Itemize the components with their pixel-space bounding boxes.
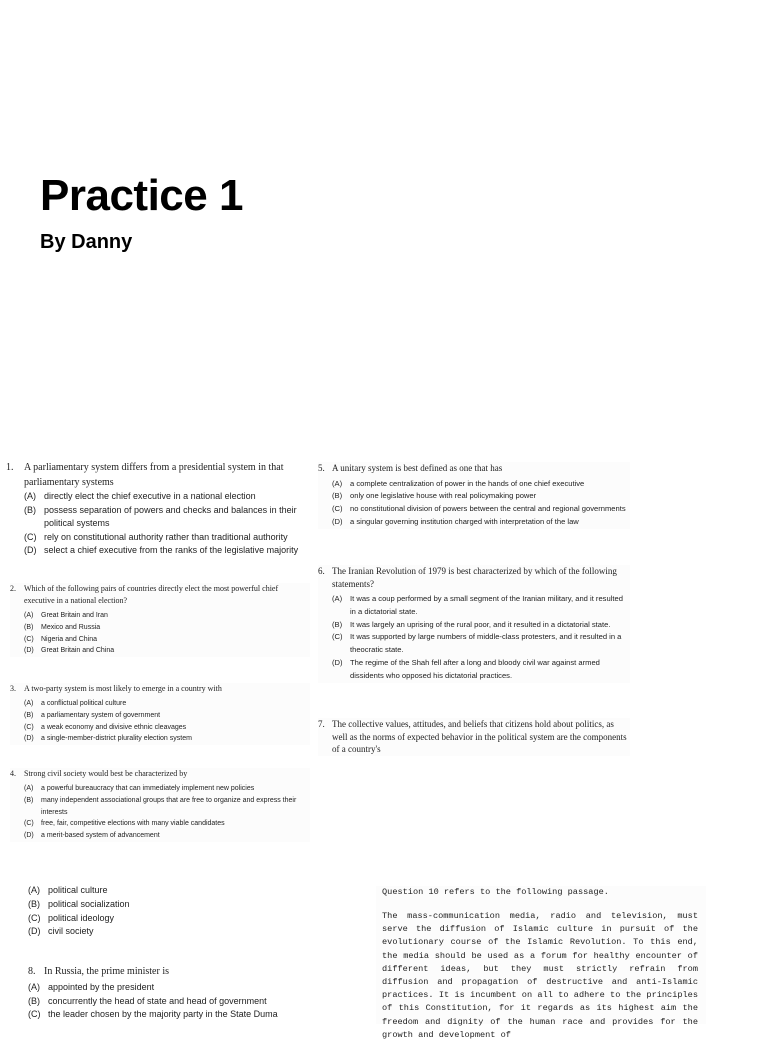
answer-options [10, 783, 310, 842]
option-letter: (A) [332, 594, 343, 603]
question-number: 5. [318, 463, 325, 473]
option-letter: (C) [24, 531, 37, 542]
answer-option [24, 710, 310, 722]
option-letter: (D) [24, 647, 34, 655]
question-6 [318, 565, 630, 683]
option-letter: (A) [24, 785, 34, 792]
answer-option [24, 830, 310, 842]
option-text: political culture [48, 885, 108, 895]
option-text: civil society [48, 926, 94, 937]
option-letter: (C) [332, 504, 343, 514]
option-letter: (D) [24, 832, 34, 840]
question-text: Strong civil society would best be characterized by [24, 769, 188, 778]
page-title: Practice 1 [40, 171, 243, 220]
option-text: free, fair, competitive elections with many viable candidates [41, 820, 225, 828]
answer-option [24, 531, 308, 545]
option-text: only one legislative house with real policymaking power [350, 491, 537, 501]
question-stem [318, 718, 630, 756]
question-text: A two-party system is most likely to emerge in a country with [24, 684, 222, 693]
option-letter: (D) [24, 545, 37, 555]
option-text: a powerful bureaucracy that can immediately implement new policies [41, 785, 255, 792]
option-letter: (B) [332, 491, 343, 501]
option-letter: (D) [28, 926, 41, 937]
option-letter: (C) [24, 820, 34, 828]
option-letter: (B) [24, 796, 34, 804]
option-letter: (D) [24, 735, 34, 743]
option-letter: (B) [24, 711, 34, 719]
option-text: no constitutional division of powers between the central and regional governments [350, 504, 626, 514]
answer-option [332, 631, 630, 657]
reading-passage [376, 886, 706, 1040]
answer-option [24, 544, 308, 558]
option-text: Great Britain and Iran [41, 612, 108, 619]
question-text: A unitary system is best defined as one that has [332, 463, 503, 473]
answer-option [24, 645, 310, 657]
option-text: select a chief executive from the ranks of the legislative majority [44, 545, 299, 555]
question-1 [6, 460, 308, 558]
question-text: A parliamentary system differs from a presidential system in that parliamentary systems [24, 462, 284, 488]
question-number: 2. [10, 584, 16, 593]
question-7-options [28, 884, 208, 939]
answer-option [332, 657, 630, 683]
option-text: Mexico and Russia [41, 623, 101, 631]
answer-option [24, 818, 310, 830]
page-author: By Danny [40, 231, 133, 253]
answer-option [28, 995, 318, 1009]
option-letter: (A) [28, 885, 40, 895]
option-letter: (B) [24, 504, 36, 515]
option-letter: (A) [24, 700, 34, 707]
answer-option [24, 795, 310, 819]
question-number: 4. [10, 769, 16, 778]
answer-option [28, 898, 208, 912]
option-text: a complete centralization of power in the hands of one chief executive [350, 478, 585, 488]
question-stem [318, 462, 630, 475]
answer-option [28, 981, 318, 995]
option-letter: (C) [24, 635, 34, 643]
answer-options [10, 698, 310, 745]
answer-options [10, 610, 310, 657]
question-stem [10, 768, 310, 780]
question-3 [10, 683, 310, 745]
option-letter: (D) [332, 516, 343, 526]
option-text: a conflictual political culture [41, 700, 127, 707]
answer-option [24, 698, 310, 710]
option-letter: (B) [28, 898, 40, 909]
answer-option [28, 925, 208, 939]
answer-options [28, 884, 208, 939]
option-letter: (A) [332, 478, 343, 488]
question-text: In Russia, the prime minister is [44, 966, 169, 977]
answer-option [332, 619, 630, 632]
question-stem [10, 683, 310, 695]
question-number: 3. [10, 684, 16, 693]
option-text: Great Britain and China [41, 647, 115, 655]
option-letter: (C) [332, 632, 343, 642]
answer-options [318, 593, 630, 683]
option-text: possess separation of powers and checks and balances in their political systems [44, 504, 297, 528]
option-letter: (B) [24, 623, 34, 631]
option-letter: (C) [24, 723, 34, 731]
question-stem [6, 460, 308, 490]
option-text: a merit-based system of advancement [41, 832, 160, 840]
option-letter: (B) [332, 619, 343, 629]
answer-option [28, 1008, 318, 1022]
answer-option [24, 733, 310, 745]
answer-option [24, 783, 310, 795]
answer-option [332, 478, 630, 491]
question-number: 1. [6, 462, 14, 473]
answer-option [24, 622, 310, 634]
question-stem [28, 965, 318, 979]
question-stem [318, 565, 630, 590]
option-text: It was supported by large numbers of middle-class protesters, and it resulted in a theocratic state. [350, 632, 622, 655]
answer-option [24, 504, 308, 531]
option-text: rely on constitutional authority rather than traditional authority [44, 531, 288, 542]
question-number: 7. [318, 719, 325, 729]
answer-option [332, 593, 630, 619]
option-text: concurrently the head of state and head of government [48, 995, 267, 1006]
answer-option [24, 490, 308, 504]
question-text: The collective values, attitudes, and beliefs that citizens hold about politics, as well as the norms of expected behavior in the political system are the components of a country's [332, 719, 627, 754]
option-text: a singular governing institution charged with interpretation of the law [350, 516, 579, 526]
option-letter: (D) [332, 657, 343, 667]
answer-option [24, 634, 310, 646]
question-4 [10, 768, 310, 842]
option-text: political socialization [48, 898, 130, 909]
answer-option [332, 516, 630, 529]
option-text: the leader chosen by the majority party in the State Duma [48, 1009, 278, 1019]
answer-options [318, 478, 630, 529]
question-5 [318, 462, 630, 529]
option-text: Nigeria and China [41, 635, 98, 643]
question-8 [28, 965, 318, 1022]
answer-option [28, 884, 208, 898]
answer-option [332, 490, 630, 503]
answer-option [24, 722, 310, 734]
option-letter: (C) [28, 1009, 41, 1019]
option-letter: (C) [28, 912, 41, 923]
option-text: The regime of the Shah fell after a long and bloody civil war against armed dissidents who opposed his dictatorial practices. [350, 657, 600, 680]
passage-text: The mass-communication media, radio and television, must serve the diffusion of Islamic culture in pursuit of the evolutionary course of the Islamic Revolution. To this end, the media should be used as a forum for healthy encounter of different ideas, but they must strictly refrain from diffusion and propagation of destructive and anti-Islamic practices. It is incumbent on all to adhere to the principles of this Constitution, for it regards as its highest aim the freedom and dignity of the human race and provides for the growth and development of [382, 911, 698, 1040]
option-text: It was a coup performed by a small segment of the Iranian military, and it resulted in a dictatorial state. [350, 594, 623, 616]
answer-option [28, 912, 208, 926]
option-text: directly elect the chief executive in a national election [44, 491, 256, 501]
answer-options [6, 490, 308, 558]
question-text: The Iranian Revolution of 1979 is best characterized by which of the following statements? [332, 566, 617, 589]
answer-option [332, 503, 630, 516]
option-text: a weak economy and divisive ethnic cleavages [41, 723, 187, 731]
question-stem [10, 583, 310, 607]
answer-option [24, 610, 310, 622]
question-number: 6. [318, 566, 325, 576]
question-7 [318, 718, 630, 756]
question-2 [10, 583, 310, 657]
question-number: 8. [28, 966, 36, 977]
option-text: a parliamentary system of government [41, 711, 161, 719]
answer-options [28, 981, 318, 1022]
option-text: political ideology [48, 912, 115, 923]
option-text: appointed by the president [48, 982, 155, 992]
option-letter: (A) [24, 491, 36, 501]
option-letter: (B) [28, 995, 40, 1006]
option-letter: (A) [24, 612, 34, 619]
option-letter: (A) [28, 982, 40, 992]
question-text: Which of the following pairs of countries directly elect the most powerful chief executive in a national election? [24, 584, 279, 605]
option-text: a single-member-district plurality election system [41, 735, 192, 743]
option-text: many independent associational groups that are free to organize and express their interests [41, 796, 297, 816]
option-text: It was largely an uprising of the rural poor, and it resulted in a dictatorial state. [350, 619, 611, 629]
passage-intro: Question 10 refers to the following passage. [382, 887, 609, 897]
